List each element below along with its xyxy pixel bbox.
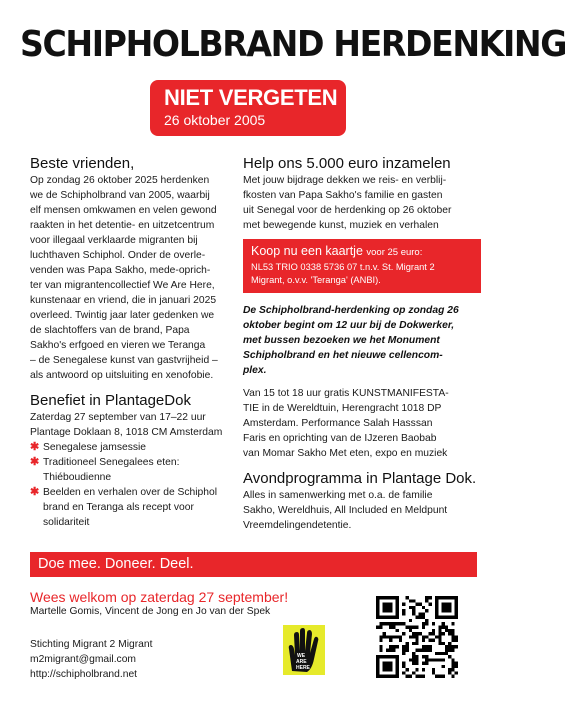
logo-word: ARE	[296, 659, 307, 665]
fundraising-line: uit Senegal voor de herdenking op 26 oktober	[243, 205, 452, 216]
intro-line: ter van migrantencollectief We Are Here,	[30, 280, 215, 291]
intro-line: venden was Papa Sakho, mede-oprich-	[30, 265, 211, 276]
left-column	[30, 154, 270, 530]
intro-line: raakten in het detentie- en uitzetcentrum	[30, 220, 215, 231]
banner-title: NIET VERGETEN	[164, 85, 338, 110]
asterisk-icon: ✱	[30, 486, 40, 498]
intro-line: als antwoord op uitsluiting en xenofobie.	[30, 370, 214, 381]
list-item: ✱ Beelden en verhalen over de Schiphol brand en Teranga als recept voor solidariteit	[30, 486, 218, 528]
bank-details: NL53 TRIO 0338 5736 07 t.n.v. St. Migrant 2	[251, 262, 435, 272]
fundraising-heading: Help ons 5.000 euro inzamelen	[243, 155, 451, 172]
evening-text: Alles in samenwerking met o.a. de familie Sakho, Wereldhuis, All Included en Meldpunt Vreemdelingendetentie.	[243, 490, 448, 531]
website-link[interactable]: http://schipholbrand.net	[30, 669, 138, 680]
qr-code[interactable]	[376, 596, 458, 678]
logo-word: WE	[297, 653, 306, 659]
banner-date: 26 oktober 2005	[164, 112, 266, 128]
intro-line: elf mensen omkwamen en velen gewond	[30, 205, 217, 216]
bank-details: Migrant, o.v.v. 'Teranga' (ANBI).	[251, 275, 381, 285]
benefit-line: Plantage Doklaan 8, 1018 CM Amsterdam	[30, 427, 223, 438]
contact-email[interactable]: m2migrant@gmail.com	[30, 654, 137, 665]
intro-line: de slachtoffers van de brand, Papa	[30, 325, 190, 336]
organizer-names: Martelle Gomis, Vincent de Jong en Jo van der Spek	[30, 606, 271, 617]
benefit-list	[30, 440, 270, 530]
list-item: ✱ Traditioneel Senegalees eten: Thiéboudienne	[30, 456, 180, 483]
evening-heading: Avondprogramma in Plantage Dok.	[243, 470, 477, 487]
organization-name: Stichting Migrant 2 Migrant	[30, 639, 153, 650]
asterisk-icon: ✱	[30, 456, 40, 468]
we-are-here-logo	[283, 625, 325, 675]
ticket-box	[243, 239, 481, 293]
call-to-action-bar: Doe mee. Doneer. Deel.	[30, 552, 477, 577]
welcome-text: Wees welkom op zaterdag 27 september!	[30, 589, 289, 605]
intro-line: voor illegaal verklaarde migranten bij	[30, 235, 198, 246]
intro-line: – de Senegalese kunst van gastvrijheid –	[30, 355, 218, 366]
benefit-line: Zaterdag 27 september van 17–22 uur	[30, 412, 206, 423]
hand-icon	[283, 625, 325, 675]
intro-text	[30, 173, 270, 383]
fundraising-line: fkosten van Papa Sakho's familie en gasten	[243, 190, 443, 201]
fundraising-line: met bewegende kunst, muziek en verhalen	[243, 220, 439, 231]
festival-text: Van 15 tot 18 uur gratis KUNSTMANIFESTA- TIE in de Wereldtuin, Herengracht 1018 DP Amsterdam. Performance Salah Hasssan Faris en oprichting van de IJzeren Baobab van Momar Sakho Met eten, expo en muziek	[243, 388, 449, 459]
list-item: ✱ Senegalese jamsessie	[30, 441, 147, 453]
intro-line: Sakho's erfgoed en vieren we Teranga	[30, 340, 206, 351]
intro-line: kunstenaar en vriend, die in januari 2025	[30, 295, 217, 306]
asterisk-icon: ✱	[30, 441, 40, 453]
benefit-heading: Benefiet in PlantageDok	[30, 392, 191, 409]
intro-line: Op zondag 26 oktober 2025 herdenken	[30, 175, 210, 186]
intro-line: we de Schipholbrand van 2005, waarbij	[30, 190, 210, 201]
fundraising-line: Met jouw bijdrage dekken we reis- en verblij-	[243, 175, 447, 186]
right-column	[243, 154, 481, 533]
program-intro: De Schipholbrand-herdenking op zondag 26 oktober begint om 12 uur bij de Dokwerker, met bussen bezoeken we het Monument Schipholbrand en het nieuwe cellencom- plex.	[243, 305, 459, 376]
intro-line: overleed. Twintig jaar later gedenken we	[30, 310, 215, 321]
niet-vergeten-banner	[150, 80, 346, 136]
qr-code-icon	[376, 596, 458, 678]
logo-word: HERE	[296, 665, 310, 671]
fundraising-text	[243, 173, 481, 233]
contact-block	[30, 637, 152, 682]
page-title: SCHIPHOLBRAND HERDENKING	[20, 24, 566, 65]
intro-line: luchthaven Schiphol. Onder de overle-	[30, 250, 206, 261]
greeting-heading: Beste vrienden,	[30, 155, 135, 172]
ticket-heading: Koop nu een kaartje voor 25 euro:	[251, 244, 423, 258]
benefit-details	[30, 410, 270, 440]
